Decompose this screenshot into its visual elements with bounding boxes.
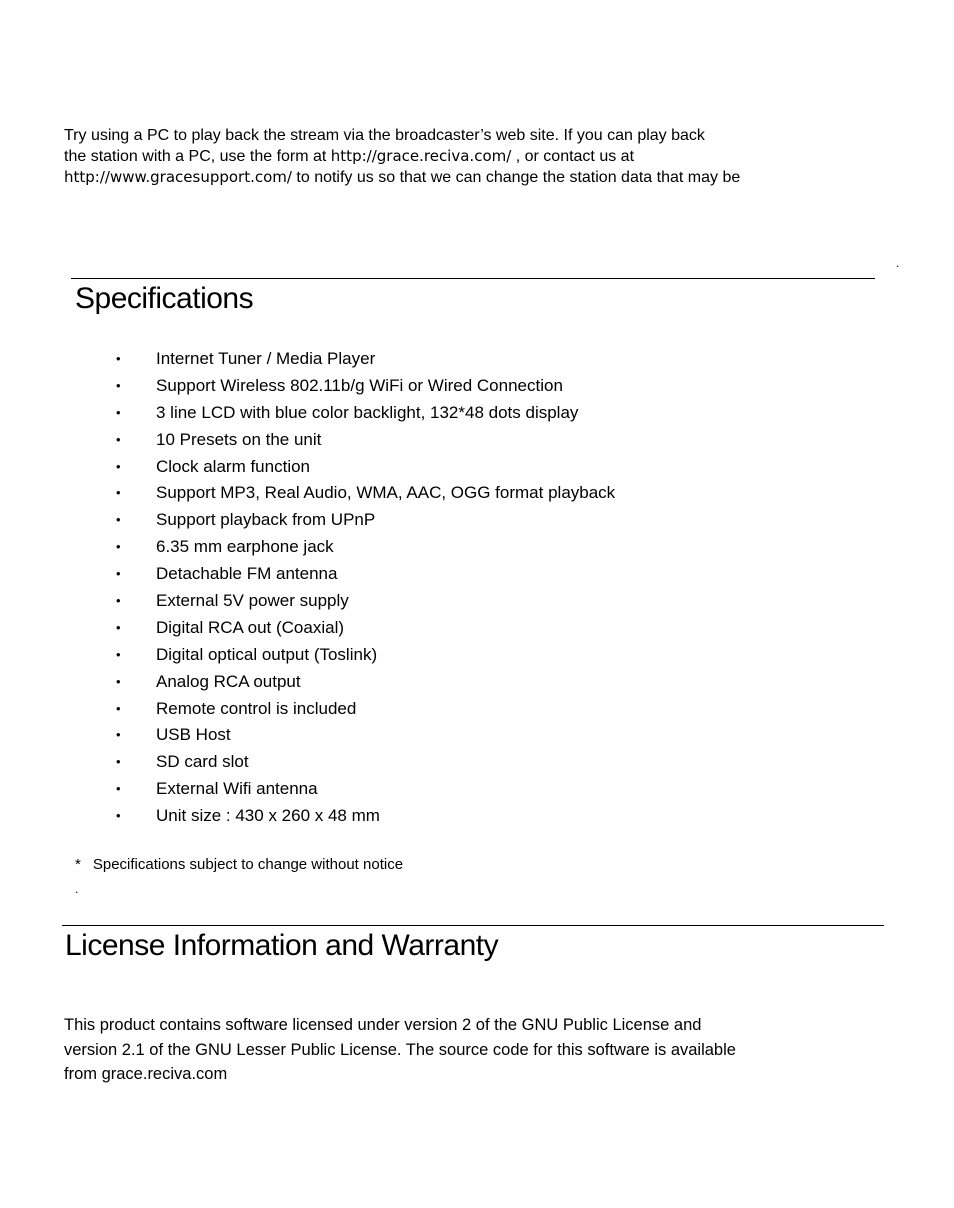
license-divider (62, 925, 884, 926)
spec-item-text: Detachable FM antenna (156, 564, 338, 584)
spec-item-text: Remote control is included (156, 698, 357, 718)
bullet-icon: • (116, 458, 121, 474)
spec-item-text: SD card slot (156, 752, 249, 772)
spec-list-item (116, 346, 615, 373)
intro-line-1: Try using a PC to play back the stream via the broadcaster’s web site. If you can play back (64, 127, 705, 144)
bullet-icon: • (116, 808, 121, 824)
spec-list-item (116, 534, 615, 561)
spec-list-item (116, 776, 615, 803)
spec-list-item (116, 507, 615, 534)
spec-list-item (116, 669, 615, 696)
spec-list-item (116, 749, 615, 776)
intro-line-2 (64, 146, 740, 167)
spec-list-item (116, 722, 615, 749)
intro-paragraph (64, 126, 740, 188)
intro-line-2-text: the station with a PC, use the form at (64, 148, 331, 165)
spec-list-item (116, 373, 615, 400)
spec-list-item (116, 454, 615, 481)
spec-list-item (116, 642, 615, 669)
spec-list-item (116, 588, 615, 615)
spec-item-text: Support MP3, Real Audio, WMA, AAC, OGG format playback (156, 483, 616, 503)
bullet-icon: • (116, 351, 121, 366)
reciva-link[interactable]: http://grace.reciva.com/ (330, 147, 512, 165)
spec-item-text: Digital optical output (Toslink) (156, 644, 378, 664)
spec-item-text: USB Host (156, 725, 231, 745)
spec-item-text: 10 Presets on the unit (156, 429, 322, 449)
spec-item-text: External Wifi antenna (156, 779, 318, 799)
spec-list-item (116, 696, 615, 723)
bullet-icon: • (116, 700, 121, 716)
license-line-3: from grace.reciva.com (64, 1065, 228, 1083)
bullet-icon: • (116, 781, 121, 797)
stray-dot-bottom: . (75, 882, 79, 896)
license-line-1: This product contains software licensed under version 2 of the GNU Public License and (64, 1016, 702, 1034)
bullet-icon: • (116, 673, 121, 689)
bullet-icon: • (116, 593, 121, 609)
specifications-list (116, 346, 615, 830)
spec-list-item (116, 615, 615, 642)
specifications-divider (71, 278, 875, 279)
bullet-icon: • (116, 539, 121, 555)
intro-line-3-tail: to notify us so that we can change the station data that may be (291, 169, 741, 186)
spec-item-text: Internet Tuner / Media Player (156, 349, 376, 368)
intro-line-3 (64, 167, 740, 188)
spec-item-text: Analog RCA output (156, 671, 301, 691)
spec-note-marker: * (75, 856, 81, 873)
license-line-2: version 2.1 of the GNU Lesser Public License. The source code for this software is available (64, 1040, 736, 1059)
bullet-icon: • (116, 377, 121, 393)
license-heading: License Information and Warranty (65, 929, 499, 962)
bullet-icon: • (116, 512, 121, 528)
stray-dot-top: . (896, 256, 900, 270)
specifications-heading: Specifications (75, 282, 254, 315)
spec-list-item (116, 427, 615, 454)
bullet-icon: • (116, 485, 121, 501)
bullet-icon: • (116, 431, 121, 447)
gracesupport-link[interactable]: http://www.gracesupport.com/ (64, 168, 292, 186)
spec-item-text: Support Wireless 802.11b/g WiFi or Wired Connection (156, 375, 563, 395)
license-paragraph (64, 1013, 736, 1087)
bullet-icon: • (116, 646, 121, 662)
bullet-icon: • (116, 566, 121, 582)
bullet-icon: • (116, 727, 121, 743)
bullet-icon: • (116, 404, 121, 420)
spec-list-item (116, 803, 615, 830)
spec-item-text: Support playback from UPnP (156, 510, 376, 530)
bullet-icon: • (116, 619, 121, 635)
spec-note-text: Specifications subject to change without notice (92, 856, 404, 873)
spec-item-text: Digital RCA out (Coaxial) (156, 617, 345, 637)
intro-line-2-tail: , or contact us at (511, 148, 635, 165)
bullet-icon: • (116, 754, 121, 770)
spec-list-item (116, 561, 615, 588)
spec-item-text: Unit size : 430 x 260 x 48 mm (156, 806, 380, 826)
spec-item-text: 3 line LCD with blue color backlight, 132*48 dots display (156, 402, 579, 422)
spec-item-text: Clock alarm function (156, 456, 311, 476)
spec-note (75, 856, 403, 873)
spec-list-item (116, 400, 615, 427)
spec-item-text: 6.35 mm earphone jack (156, 537, 334, 557)
spec-item-text: External 5V power supply (156, 591, 349, 611)
spec-list-item (116, 480, 615, 507)
